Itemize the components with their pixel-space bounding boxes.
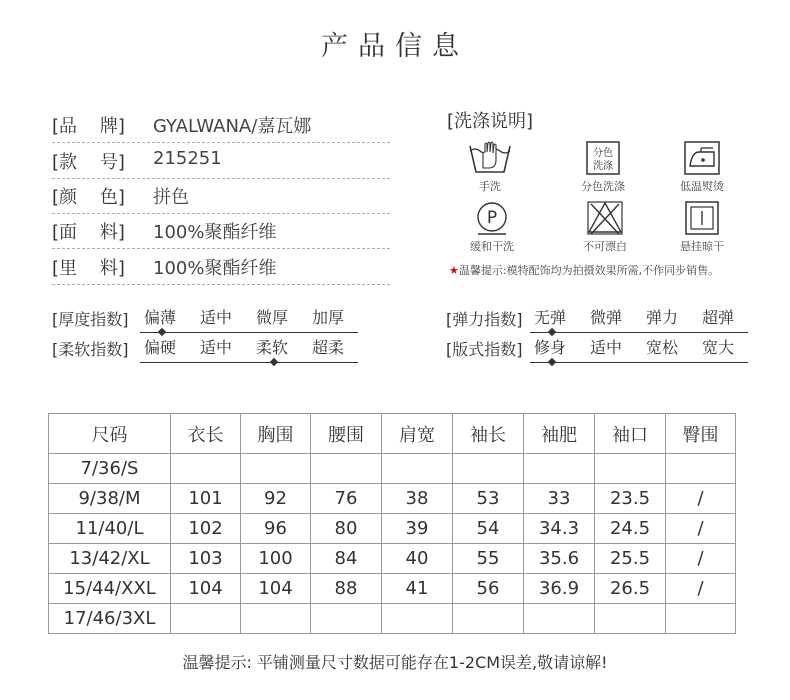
table-cell	[241, 604, 311, 634]
scale-option: 修身	[534, 338, 567, 357]
hang-dry-icon	[683, 200, 721, 236]
table-cell: 17/46/3XL	[49, 604, 171, 634]
scale-option: 宽松	[646, 338, 679, 357]
info-label: [面 料]	[52, 222, 125, 243]
table-cell: 23.5	[595, 484, 666, 514]
info-label: [款 号]	[52, 152, 125, 173]
table-cell: 26.5	[595, 574, 666, 604]
scale-marker-icon	[270, 358, 278, 366]
table-cell: 84	[311, 544, 382, 574]
table-cell	[453, 454, 524, 484]
table-cell: 40	[382, 544, 453, 574]
scale-option: 适中	[200, 338, 233, 357]
table-cell: 25.5	[595, 544, 666, 574]
table-cell: 11/40/L	[49, 514, 171, 544]
table-header-cell: 衣长	[171, 414, 241, 454]
table-cell: 35.6	[524, 544, 595, 574]
scale-line	[140, 362, 358, 363]
wash-label: 不可漂白	[583, 240, 627, 253]
star-icon: ★	[449, 264, 459, 277]
wash-label: 分色洗涤	[581, 180, 625, 193]
table-cell	[382, 604, 453, 634]
table-cell: /	[666, 484, 736, 514]
scale-option: 加厚	[312, 308, 345, 327]
table-cell	[595, 604, 666, 634]
table-header-cell: 袖肥	[524, 414, 595, 454]
table-cell: 33	[524, 484, 595, 514]
info-label: [里 料]	[52, 258, 125, 279]
table-cell	[595, 454, 666, 484]
scale-row	[52, 305, 352, 333]
scale-option: 微厚	[256, 308, 289, 327]
wash-label: 低温熨烫	[680, 180, 724, 193]
wash-item-hand-wash	[435, 140, 545, 194]
table-header-cell: 袖长	[453, 414, 524, 454]
wash-item-low-iron	[647, 140, 757, 194]
info-row	[52, 106, 390, 143]
table-cell: /	[666, 514, 736, 544]
scale-option: 超柔	[312, 338, 345, 357]
separate-wash-icon	[585, 140, 621, 176]
wash-item-separate	[548, 140, 658, 194]
table-cell: 100	[241, 544, 311, 574]
table-cell: 104	[241, 574, 311, 604]
scale-label: [版式指数]	[446, 340, 523, 359]
scale-option: 适中	[590, 338, 623, 357]
table-header-cell: 尺码	[49, 414, 171, 454]
table-header-cell: 袖口	[595, 414, 666, 454]
wash-item-gentle-dry-clean	[437, 200, 547, 254]
scale-option: 偏薄	[144, 308, 177, 327]
table-cell: 53	[453, 484, 524, 514]
table-cell: 15/44/XXL	[49, 574, 171, 604]
info-value: 100%聚酯纤维	[153, 258, 277, 279]
table-row	[49, 604, 736, 634]
table-cell: 56	[453, 574, 524, 604]
separate-wash-text-1: 分色	[593, 148, 613, 159]
table-cell: 88	[311, 574, 382, 604]
scale-option: 适中	[200, 308, 233, 327]
table-cell: 34.3	[524, 514, 595, 544]
size-table	[48, 413, 736, 634]
table-cell: 9/38/M	[49, 484, 171, 514]
low-iron-icon	[683, 140, 721, 176]
table-cell: 36.9	[524, 574, 595, 604]
model-note-text: 温馨提示:模特配饰均为拍摄效果所需,不作同步销售。	[458, 264, 720, 277]
table-cell: /	[666, 544, 736, 574]
scale-option: 偏硬	[144, 338, 177, 357]
table-cell: 7/36/S	[49, 454, 171, 484]
info-row	[52, 177, 390, 214]
table-cell: 39	[382, 514, 453, 544]
scale-line	[530, 362, 748, 363]
table-cell: /	[666, 574, 736, 604]
table-cell: 76	[311, 484, 382, 514]
table-cell	[171, 454, 241, 484]
table-cell: 102	[171, 514, 241, 544]
wash-label: 悬挂晾干	[680, 240, 724, 253]
hand-wash-icon	[467, 140, 513, 176]
scale-line	[140, 332, 358, 333]
wash-heading: [洗涤说明]	[447, 111, 534, 132]
separate-wash-text-2: 洗涤	[593, 161, 613, 172]
table-header-cell: 臀围	[666, 414, 736, 454]
table-row	[49, 454, 736, 484]
table-cell	[311, 454, 382, 484]
table-row	[49, 484, 736, 514]
table-cell: 41	[382, 574, 453, 604]
info-value: 215251	[153, 148, 222, 169]
table-cell	[524, 454, 595, 484]
table-header-cell: 肩宽	[382, 414, 453, 454]
scale-option: 微弹	[590, 308, 623, 327]
table-cell: 54	[453, 514, 524, 544]
table-cell	[171, 604, 241, 634]
info-label: [颜 色]	[52, 187, 125, 208]
table-row	[49, 544, 736, 574]
table-cell	[453, 604, 524, 634]
table-row	[49, 574, 736, 604]
page-title: 产品信息	[321, 31, 469, 62]
scale-label: [厚度指数]	[52, 310, 129, 329]
wash-item-hang-dry	[647, 200, 757, 254]
scale-row	[446, 335, 746, 363]
scale-option: 无弹	[534, 308, 567, 327]
info-value: GYALWANA/嘉瓦娜	[153, 116, 312, 137]
table-cell: 80	[311, 514, 382, 544]
table-cell: 55	[453, 544, 524, 574]
scale-option: 超弹	[702, 308, 735, 327]
table-cell: 96	[241, 514, 311, 544]
table-cell: 104	[171, 574, 241, 604]
info-row	[52, 212, 390, 249]
scale-option: 柔软	[256, 338, 289, 357]
scale-label: [柔软指数]	[52, 340, 129, 359]
gentle-dry-clean-icon	[473, 200, 511, 236]
table-cell: 24.5	[595, 514, 666, 544]
table-row	[49, 514, 736, 544]
scale-row	[446, 305, 746, 333]
wash-item-no-bleach	[550, 200, 660, 254]
no-bleach-icon	[586, 200, 624, 236]
info-label: [品 牌]	[52, 116, 125, 137]
scale-option: 宽大	[702, 338, 735, 357]
info-row	[52, 248, 390, 285]
table-cell: 103	[171, 544, 241, 574]
scale-line	[530, 332, 748, 333]
table-cell	[666, 454, 736, 484]
info-row	[52, 142, 390, 179]
scale-label: [弹力指数]	[446, 310, 523, 329]
scale-marker-icon	[548, 358, 556, 366]
table-cell	[524, 604, 595, 634]
scale-option: 弹力	[646, 308, 679, 327]
wash-label: 缓和干洗	[470, 240, 514, 253]
table-cell	[666, 604, 736, 634]
table-cell: 101	[171, 484, 241, 514]
table-header-row	[49, 414, 736, 454]
dry-clean-letter: P	[486, 208, 498, 228]
model-note	[449, 262, 719, 278]
table-cell	[311, 604, 382, 634]
measurement-note: 温馨提示: 平铺测量尺寸数据可能存在1-2CM误差,敬请谅解!	[182, 653, 608, 672]
scale-row	[52, 335, 352, 363]
table-cell	[241, 454, 311, 484]
table-cell: 38	[382, 484, 453, 514]
table-cell	[382, 454, 453, 484]
wash-label: 手洗	[479, 180, 501, 193]
info-value: 100%聚酯纤维	[153, 222, 277, 243]
info-value: 拼色	[153, 187, 189, 208]
table-cell: 92	[241, 484, 311, 514]
table-header-cell: 腰围	[311, 414, 382, 454]
table-header-cell: 胸围	[241, 414, 311, 454]
table-cell: 13/42/XL	[49, 544, 171, 574]
